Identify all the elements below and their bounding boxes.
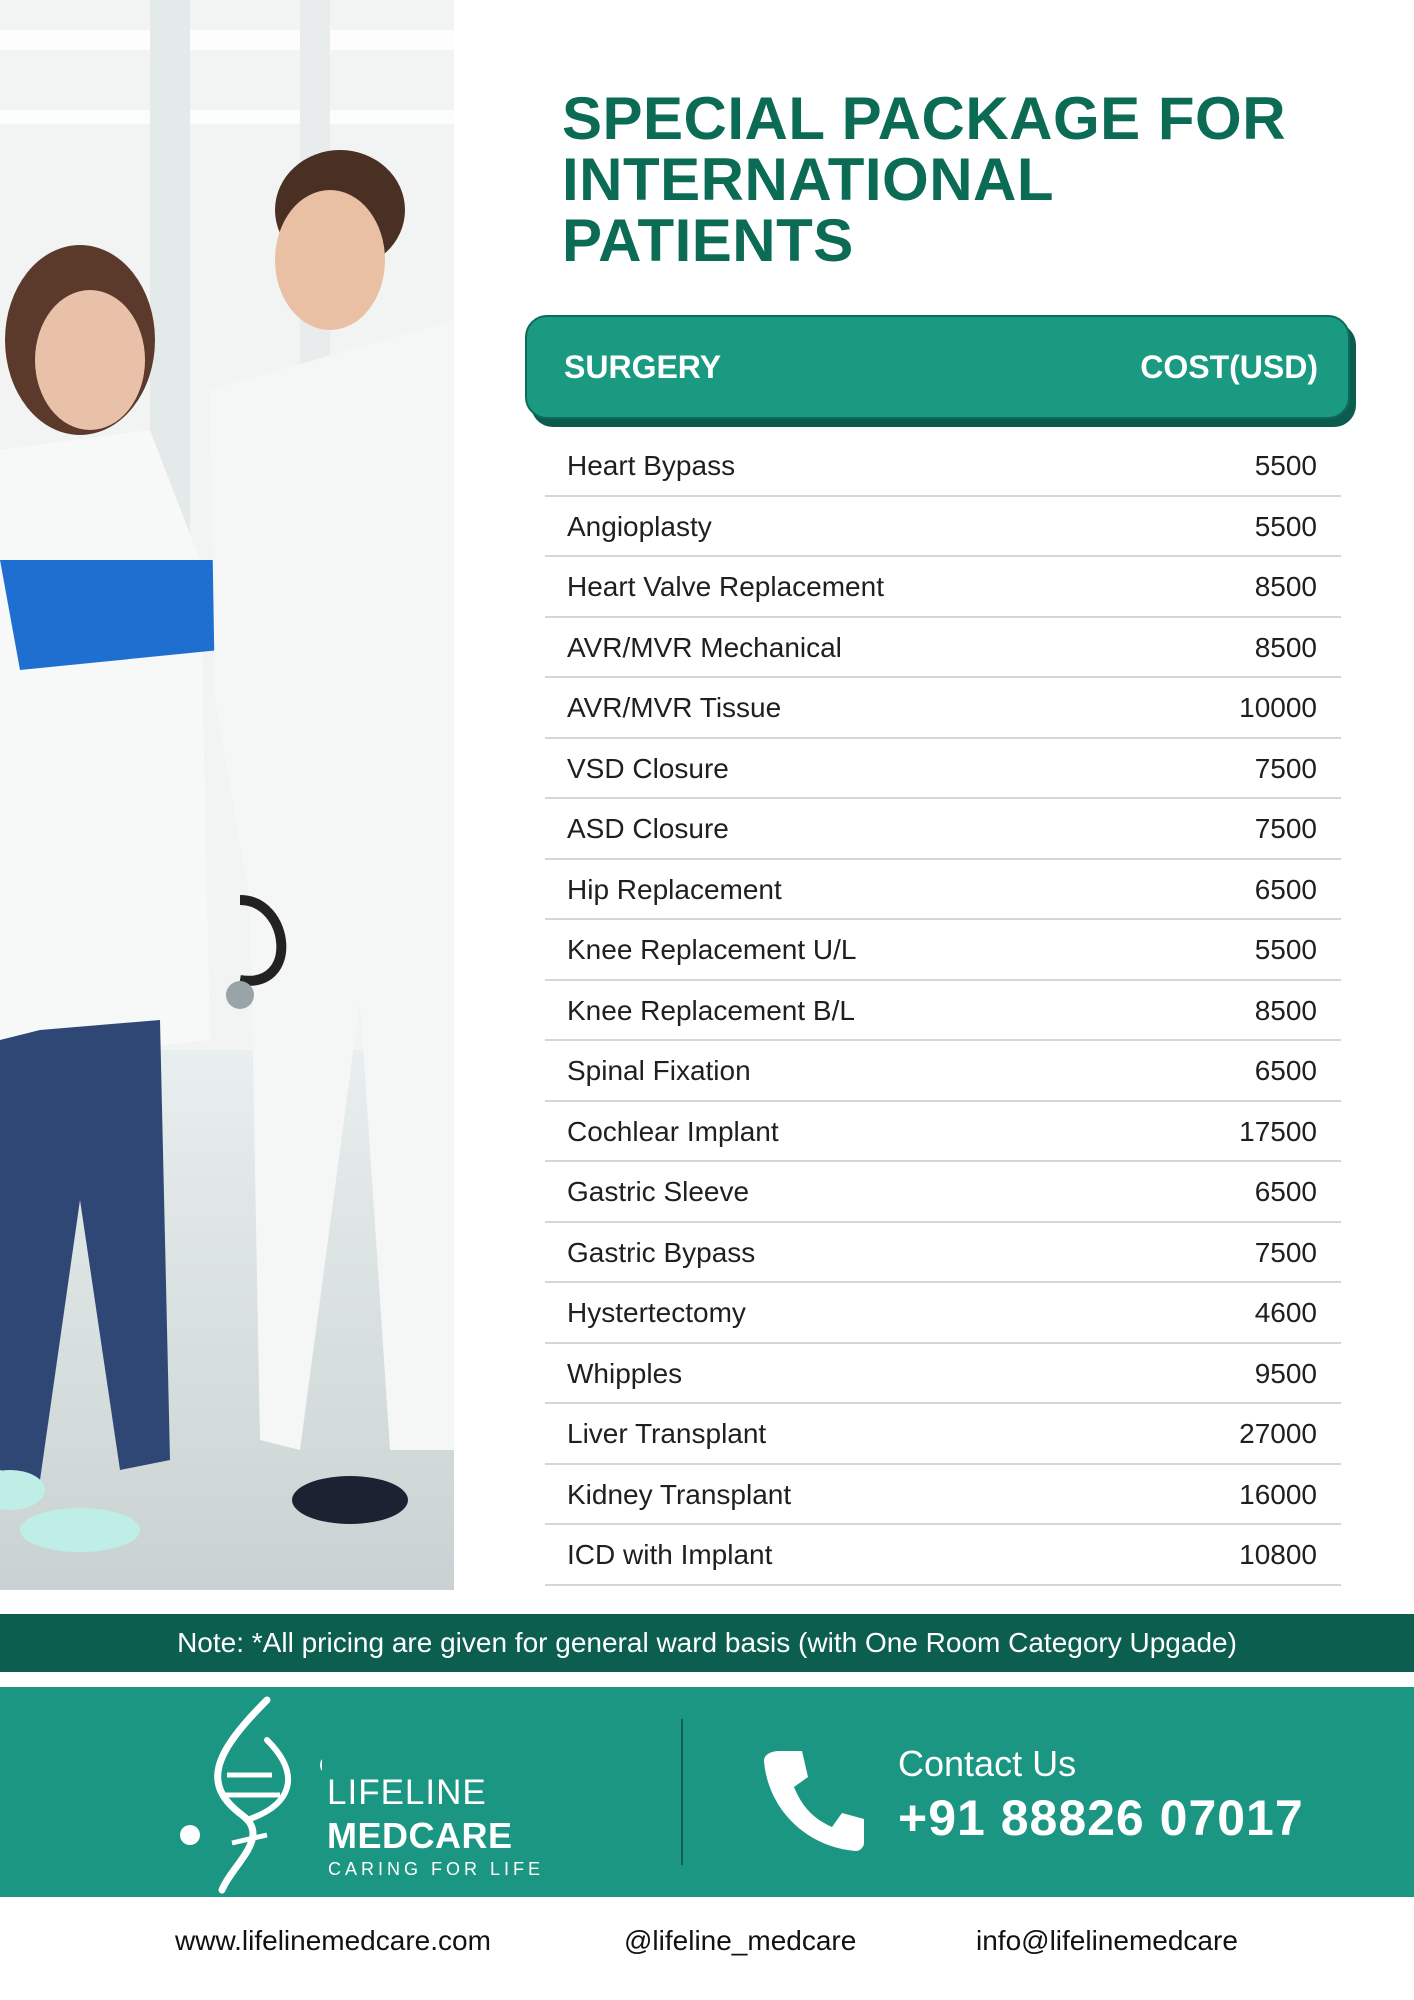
footer-band <box>0 1687 1414 1897</box>
surgery-cost: 17500 <box>1239 1115 1317 1147</box>
table-row <box>545 618 1341 679</box>
surgery-cost: 5500 <box>1254 450 1317 481</box>
surgery-name: Hip Replacement <box>567 873 782 905</box>
table-row <box>545 557 1341 618</box>
contact-label: Contact Us <box>898 1743 1077 1784</box>
cost-column-header: COST(USD) <box>1140 349 1318 385</box>
table-row <box>545 1344 1341 1405</box>
surgery-cost: 27000 <box>1239 1418 1317 1449</box>
surgery-name: ASD Closure <box>567 813 729 844</box>
phone-icon <box>762 1747 866 1851</box>
social-handle-link[interactable]: @lifeline_medcare <box>624 1925 857 1956</box>
title-line-2: INTERNATIONAL <box>562 146 1055 213</box>
surgery-cost: 7500 <box>1254 813 1317 844</box>
table-row <box>545 1102 1341 1163</box>
table-row <box>545 1525 1341 1586</box>
surgery-cost: 7500 <box>1254 752 1317 784</box>
surgery-name: Liver Transplant <box>567 1418 767 1449</box>
surgery-name: AVR/MVR Mechanical <box>567 631 842 663</box>
surgery-name: Gastric Sleeve <box>567 1176 750 1207</box>
title-line-1: SPECIAL PACKAGE FOR <box>562 85 1287 152</box>
hospital-hallway-image <box>0 0 454 1590</box>
table-row <box>545 497 1341 558</box>
surgery-name: Angioplasty <box>567 510 712 542</box>
table-header <box>525 315 1350 419</box>
surgery-name: AVR/MVR Tissue <box>567 692 782 723</box>
surgery-cost: 6500 <box>1254 1176 1317 1207</box>
table-row <box>545 739 1341 800</box>
surgery-cost: 16000 <box>1239 1478 1317 1510</box>
table-row <box>545 981 1341 1042</box>
table-row <box>545 860 1341 921</box>
website-link[interactable]: www.lifelinemedcare.com <box>175 1925 491 1956</box>
brand-name-line-2: MEDCARE <box>327 1815 513 1856</box>
price-table <box>545 436 1341 1586</box>
surgery-name: Hystertectomy <box>567 1297 746 1328</box>
brand-name-line-1: LIFELINE <box>327 1773 487 1812</box>
surgery-column-header: SURGERY <box>564 349 722 385</box>
table-row <box>545 678 1341 739</box>
surgery-cost: 8500 <box>1254 994 1317 1026</box>
brand-tagline: CARING FOR LIFE <box>328 1859 545 1879</box>
table-row <box>545 799 1341 860</box>
surgery-cost: 5500 <box>1254 510 1317 542</box>
surgery-name: Kidney Transplant <box>567 1478 792 1510</box>
surgery-cost: 6500 <box>1254 1055 1317 1086</box>
surgery-cost: 9500 <box>1254 1357 1317 1389</box>
pricing-note: Note: *All pricing are given for general ward basis (with One Room Category Upgade) <box>0 1614 1414 1672</box>
doctors-photo <box>0 0 454 1590</box>
surgery-name: Gastric Bypass <box>567 1236 756 1268</box>
surgery-name: ICD with Implant <box>567 1539 773 1570</box>
title-line-3: PATIENTS <box>562 207 854 274</box>
table-row <box>545 1404 1341 1465</box>
surgery-name: VSD Closure <box>567 752 729 784</box>
surgery-cost: 8500 <box>1254 571 1317 602</box>
surgery-cost: 6500 <box>1254 873 1317 905</box>
surgery-name: Knee Replacement U/L <box>567 934 857 965</box>
surgery-cost: 8500 <box>1254 631 1317 663</box>
contact-phone-number[interactable]: +91 88826 07017 <box>898 1790 1304 1846</box>
footer-links <box>0 1925 1414 1965</box>
surgery-name: Heart Valve Replacement <box>567 571 884 602</box>
table-row <box>545 1223 1341 1284</box>
surgery-cost: 10000 <box>1239 692 1317 723</box>
email-link[interactable]: info@lifelinemedcare <box>976 1925 1238 1956</box>
table-row <box>545 1465 1341 1526</box>
surgery-name: Heart Bypass <box>567 450 736 481</box>
surgery-cost: 10800 <box>1239 1539 1317 1570</box>
surgery-cost: 5500 <box>1254 934 1317 965</box>
surgery-name: Knee Replacement B/L <box>567 994 855 1026</box>
surgery-cost: 4600 <box>1254 1297 1317 1328</box>
dna-logo-icon <box>172 1695 322 1895</box>
page-title <box>562 85 1342 274</box>
surgery-cost: 7500 <box>1254 1236 1317 1268</box>
surgery-name: Whipples <box>567 1357 683 1389</box>
surgery-name: Cochlear Implant <box>567 1115 779 1147</box>
footer-divider <box>681 1719 683 1865</box>
table-row <box>545 920 1341 981</box>
table-row <box>545 1162 1341 1223</box>
table-row <box>545 1283 1341 1344</box>
table-row <box>545 436 1341 497</box>
surgery-name: Spinal Fixation <box>567 1055 751 1086</box>
table-row <box>545 1041 1341 1102</box>
